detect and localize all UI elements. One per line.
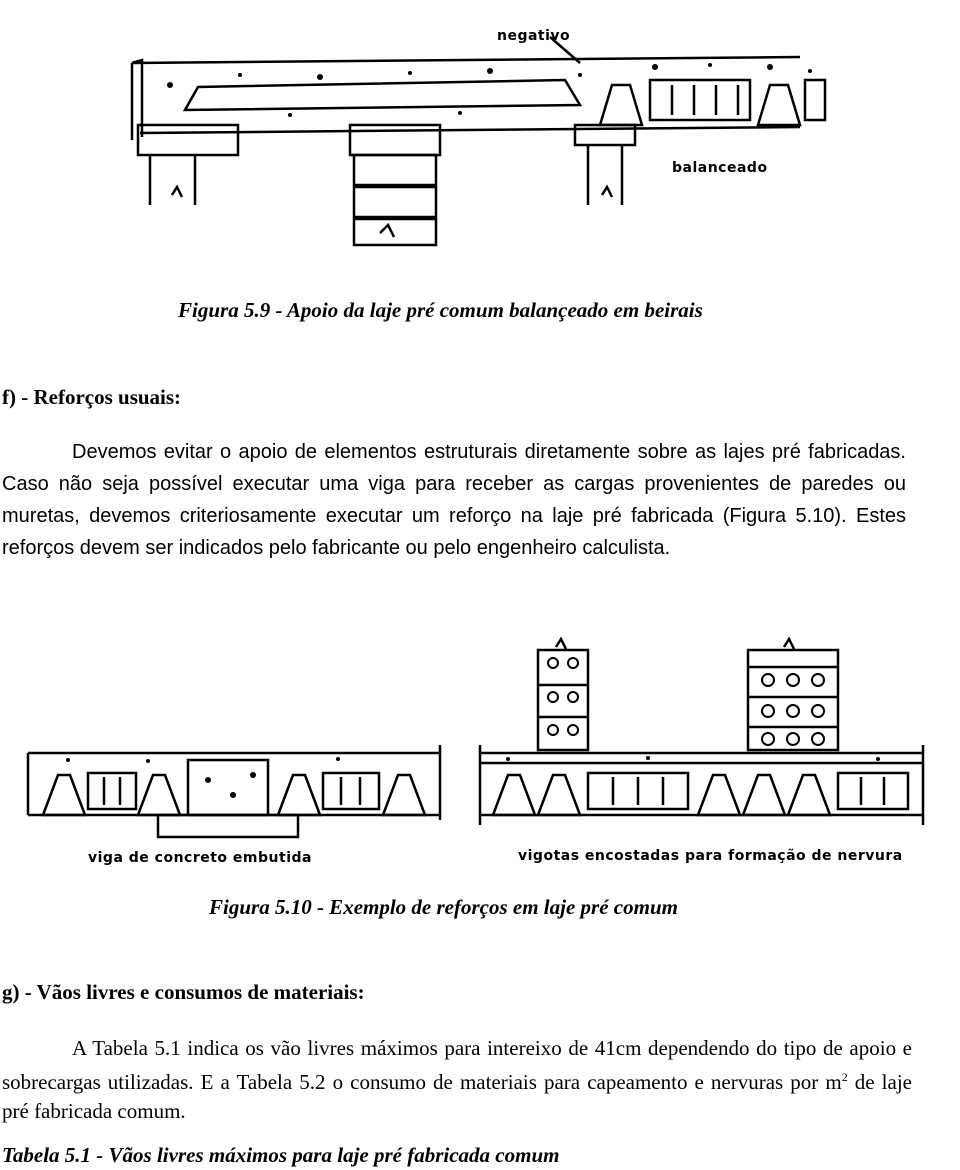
section-g-text-part2: de laje pré fabricada comum.: [2, 1070, 912, 1123]
label-balanceado: balanceado: [672, 160, 768, 176]
section-g-text-part1: A Tabela 5.1 indica os vão livres máximos para intereixo de 41cm dependendo do tipo de apoio e sobrecargas utilizadas. E a Tabela 5.2 o consumo de materiais para capeamento e nervuras por m: [2, 1036, 912, 1094]
figure-5-9-drawing: [110, 15, 830, 255]
slab-support-drawing: [110, 15, 830, 255]
section-g-paragraph: [2, 1034, 912, 1126]
section-g-heading: g) - Vãos livres e consumos de materiais:: [2, 980, 365, 1004]
label-viga-embutida: viga de concreto embutida: [88, 850, 312, 866]
section-f-heading: f) - Reforços usuais:: [2, 385, 182, 409]
figure-5-9-caption: Figura 5.9 - Apoio da laje pré comum balançeado em beirais: [178, 298, 703, 322]
label-negativo: negativo: [497, 28, 571, 44]
reinforcement-drawing: [8, 635, 943, 880]
section-f-paragraph: Devemos evitar o apoio de elementos estruturais diretamente sobre as lajes pré fabricadas. Caso não seja possível executar uma viga para receber as cargas provenientes de paredes ou muretas, devemos criteriosamente executar um reforço na laje pré fabricada (Figura 5.10). Estes reforços devem ser indicados pelo fabricante ou pelo engenheiro calculista.: [2, 441, 906, 559]
figure-5-10-caption: Figura 5.10 - Exemplo de reforços em laje pré comum: [209, 895, 678, 919]
table-5-1-caption: Tabela 5.1 - Vãos livres máximos para laje pré fabricada comum: [2, 1143, 560, 1167]
superscript-2: 2: [841, 1070, 848, 1084]
label-vigotas-nervura: vigotas encostadas para formação de nervura: [518, 848, 903, 864]
figure-5-10-drawing: [8, 635, 943, 880]
